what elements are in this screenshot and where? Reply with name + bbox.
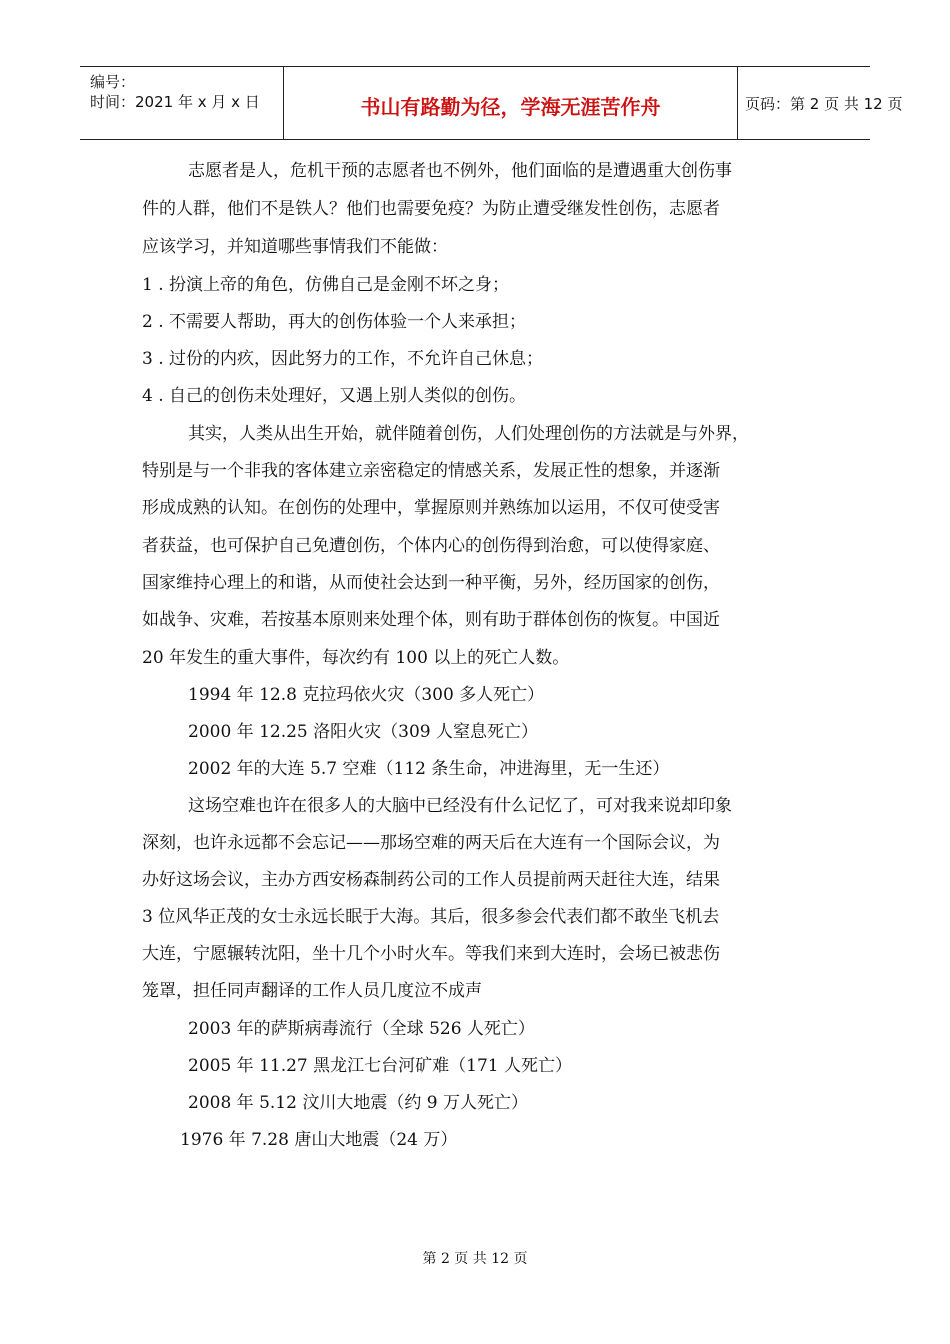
event-line: 2003 年的萨斯病毒流行（全球 526 人死亡）: [188, 1019, 535, 1039]
header-motto: 书山有路勤为径，学海无涯苦作舟: [360, 95, 661, 119]
header-meta-cell: [80, 67, 283, 139]
page-header: [80, 66, 903, 140]
body-line: 如战争、灾难，若按基本原则来处理个体，则有助于群体创伤的恢复。中国近: [142, 610, 720, 630]
body-line: 形成成熟的认知。在创伤的处理中，掌握原则并熟练加以运用，不仅可使受害: [142, 498, 720, 518]
event-line: 1976 年 7.28 唐山大地震（24 万）: [180, 1130, 458, 1150]
body-line: 大连，宁愿辗转沈阳，坐十几个小时火车。等我们来到大连时，会场已被悲伤: [142, 944, 720, 964]
header-page-cell: [737, 67, 903, 139]
body-line: 3 位风华正茂的女士永远长眠于大海。其后，很多参会代表们都不敢坐飞机去: [142, 907, 720, 927]
body-line: 志愿者是人，危机干预的志愿者也不例外，他们面临的是遭遇重大创伤事: [188, 161, 732, 181]
body-line: 特别是与一个非我的客体建立亲密稳定的情感关系，发展正性的想象，并逐渐: [142, 461, 720, 481]
body-line: 件的人群，他们不是铁人？他们也需要免疫？为防止遭受继发性创伤，志愿者: [142, 199, 720, 219]
body-line: 办好这场会议，主办方西安杨森制药公司的工作人员提前两天赶往大连，结果: [142, 870, 720, 890]
document-number-label: 编号：: [90, 73, 136, 91]
document-date-label: 时间：2021 年 x 月 x 日: [90, 93, 260, 111]
body-line: 这场空难也许在很多人的大脑中已经没有什么记忆了，可对我来说却印象: [188, 796, 732, 816]
list-item: 3 . 过份的内疚，因此努力的工作，不允许自己休息；: [142, 349, 544, 369]
list-item: 1 . 扮演上帝的角色，仿佛自己是金刚不坏之身；: [142, 275, 510, 295]
body-line: 应该学习，并知道哪些事情我们不能做：: [142, 237, 448, 257]
header-motto-cell: [283, 67, 738, 139]
body-line: 深刻，也许永远都不会忘记——那场空难的两天后在大连有一个国际会议，为: [142, 833, 720, 853]
body-line: 20 年发生的重大事件，每次约有 100 以上的死亡人数。: [142, 648, 570, 668]
body-line: 者获益，也可保护自己免遭创伤，个体内心的创伤得到治愈，可以使得家庭、: [142, 536, 720, 556]
event-line: 2005 年 11.27 黑龙江七台河矿难（171 人死亡）: [188, 1056, 572, 1076]
event-line: 2002 年的大连 5.7 空难（112 条生命，冲进海里，无一生还）: [188, 759, 670, 779]
header-page-info: 页码：第 2 页 共 12 页: [745, 95, 903, 113]
list-item: 2 . 不需要人帮助，再大的创伤体验一个人来承担；: [142, 312, 527, 332]
event-line: 2000 年 12.25 洛阳火灾（309 人窒息死亡）: [188, 722, 538, 742]
page-footer: 第 2 页 共 12 页: [422, 1251, 528, 1267]
event-line: 2008 年 5.12 汶川大地震（约 9 万人死亡）: [188, 1093, 528, 1113]
list-item: 4 . 自己的创伤未处理好，又遇上别人类似的创伤。: [142, 386, 527, 406]
event-line: 1994 年 12.8 克拉玛依火灾（300 多人死亡）: [188, 685, 545, 705]
body-line: 其实，人类从出生开始，就伴随着创伤，人们处理创伤的方法就是与外界，: [188, 424, 749, 444]
body-line: 国家维持心理上的和谐，从而使社会达到一种平衡，另外，经历国家的创伤，: [142, 573, 720, 593]
body-line: 笼罩，担任同声翻译的工作人员几度泣不成声: [142, 981, 482, 1001]
